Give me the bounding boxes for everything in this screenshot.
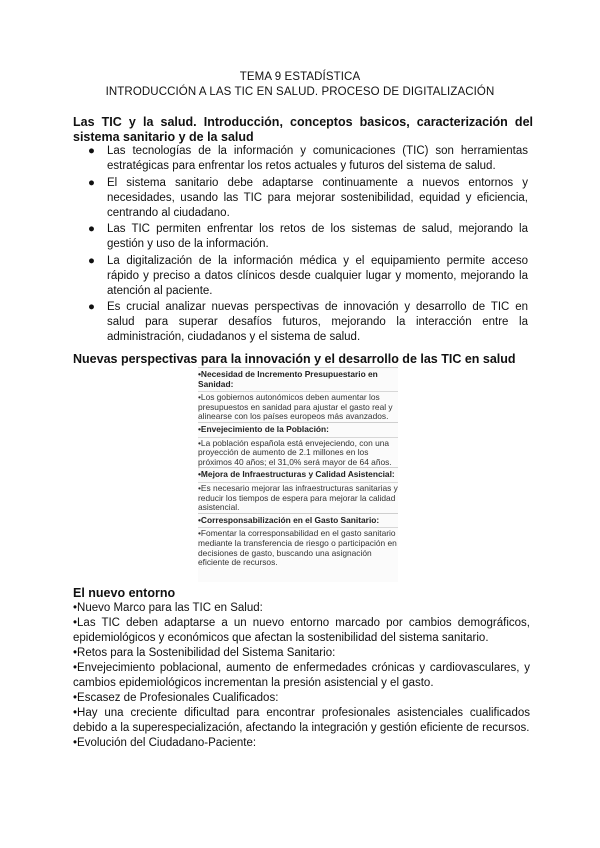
figure-block xyxy=(198,367,398,422)
list-item: ● Las TIC permiten enfrentar los retos de los sistemas de salud, mejorando la gestión y uso de la información. xyxy=(88,223,528,250)
paragraph: •Nuevo Marco para las TIC en Salud: xyxy=(73,602,263,614)
figure-block-body: •Los gobiernos autonómicos deben aumentar los presupuestos en sanidad para ajustar el gasto real y alinearse con los países europeos más avanzados. xyxy=(198,391,398,422)
paragraph: •Envejecimiento poblacional, aumento de enfermedades crónicas y cardiovasculares, y cambios epidemiológicos incrementan la presión asistencial y el gasto. xyxy=(73,662,530,689)
doc-title: TEMA 9 ESTADÍSTICA xyxy=(239,71,361,83)
bullet-icon: ● xyxy=(88,223,95,235)
list-item: ● Las tecnologías de la información y comunicaciones (TIC) son herramientas estratégicas para enfrentar los retos actuales y futuros del sistema de salud. xyxy=(88,145,528,172)
figure-block-title: •Corresponsabilización en el Gasto Sanitario: xyxy=(198,514,380,525)
figure-block xyxy=(198,467,398,512)
paragraph: •Evolución del Ciudadano-Paciente: xyxy=(73,737,257,749)
section-heading-perspectivas: Nuevas perspectivas para la innovación y el desarrollo de las TIC en salud xyxy=(73,352,516,366)
figure-block xyxy=(198,422,398,467)
paragraph: •Hay una creciente dificultad para encontrar profesionales asistenciales cualificados debido a la superespecialización, afectando la integración y gestión eficiente de recursos. xyxy=(73,707,530,734)
perspectives-figure xyxy=(198,367,398,582)
list-item: ● El sistema sanitario debe adaptarse continuamente a nuevos entornos y necesidades, usando las TIC para mejorar sostenibilidad, equidad y eficiencia, centrando al ciudadano. xyxy=(88,176,528,219)
paragraph: •Las TIC deben adaptarse a un nuevo entorno marcado por cambios demográficos, epidemiológicos y económicos que afectan la sostenibilidad del sistema sanitario. xyxy=(73,617,530,644)
figure-block-title: •Envejecimiento de la Población: xyxy=(198,423,329,434)
bullet-icon: ● xyxy=(88,145,95,157)
section-heading-tic-salud: Las TIC y la salud. Introducción, conceptos basicos, caracterización del sistema sanitario y de la salud xyxy=(73,115,533,144)
paragraph: •Escasez de Profesionales Cualificados: xyxy=(73,692,279,704)
list-item: ● Es crucial analizar nuevas perspectivas de innovación y desarrollo de TIC en salud para superar desafíos futuros, mejorando la interacción entre la administración, ciudadanos y el sistema de salud. xyxy=(88,301,528,343)
section-heading-nuevo-entorno: El nuevo entorno xyxy=(73,586,176,600)
figure-block-title: •Mejora de Infraestructuras y Calidad Asistencial: xyxy=(198,469,395,480)
intro-bullet-list xyxy=(73,144,528,347)
figure-block-body: •Es necesario mejorar las infraestructuras sanitarias y reducir los tiempos de espera para mejorar la calidad asistencial. xyxy=(198,482,398,513)
bullet-icon: ● xyxy=(88,301,95,313)
list-item: ● La digitalización de la información médica y el equipamiento permite acceso rápido y preciso a datos clínicos desde cualquier lugar y momento, mejorando la atención al paciente. xyxy=(88,254,528,297)
bullet-icon: ● xyxy=(88,176,95,189)
figure-block xyxy=(198,513,398,568)
bullet-icon: ● xyxy=(88,254,95,267)
doc-subtitle: INTRODUCCIÓN A LAS TIC EN SALUD. PROCESO DE DIGITALIZACIÓN xyxy=(105,86,495,98)
figure-block-body: •Fomentar la corresponsabilidad en el gasto sanitario mediante la transferencia de riesgo o participación en decisiones de gasto, buscando una asignación eficiente de recursos. xyxy=(198,528,397,568)
nuevo-entorno-body xyxy=(73,601,530,751)
paragraph: •Retos para la Sostenibilidad del Sistema Sanitario: xyxy=(73,647,336,659)
figure-block-title: •Necesidad de Incremento Presupuestario en Sanidad: xyxy=(198,369,378,389)
figure-block-body: •La población española está envejeciendo, con una proyección de aumento de 2.1 millones en los próximos 40 años; el 31,0% será mayor de 64 años. xyxy=(198,437,398,468)
